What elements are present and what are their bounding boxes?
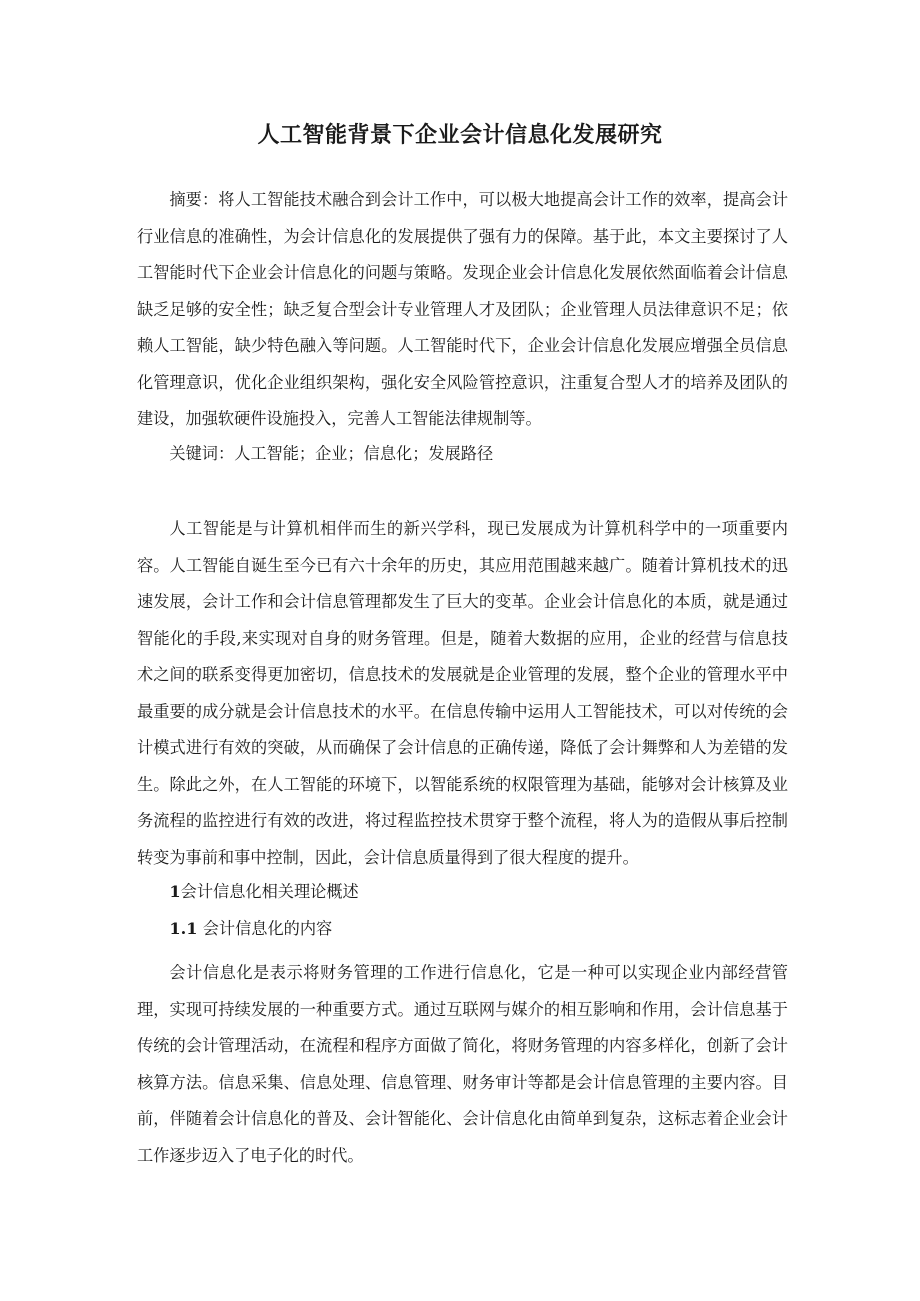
keywords-text: 人工智能；企业；信息化；发展路径 (234, 444, 494, 463)
section-1-number: 1 (169, 882, 181, 901)
section-1-1-title: 会计信息化的内容 (202, 919, 333, 938)
section-1-1-paragraph: 会计信息化是表示将财务管理的工作进行信息化，它是一种可以实现企业内部经营管理，实现可持续发展的一种重要方式。通过互联网与媒介的相互影响和作用，会计信息基于传统的会计管理活动，在流程和程序方面做了简化，将财务管理的内容多样化，创新了会计核算方法。信息采集、信息处理、信息管理、财务审计等都是会计信息管理的主要内容。目前，伴随着会计信息化的普及、会计智能化、会计信息化由简单到复杂，这标志着企业会计工作逐步迈入了电子化的时代。 (137, 963, 788, 1165)
section-1-1-heading (137, 911, 788, 948)
keywords-label: 关键词： (169, 444, 235, 463)
keywords-line (137, 436, 788, 473)
abstract-paragraph (137, 182, 788, 438)
intro-paragraph: 人工智能是与计算机相伴而生的新兴学科，现已发展成为计算机科学中的一项重要内容。人工智能自诞生至今已有六十余年的历史，其应用范围越来越广。随着计算机技术的迅速发展，会计工作和会计信息管理都发生了巨大的变革。企业会计信息化的本质，就是通过智能化的手段,来实现对自身的财务管理。但是，随着大数据的应用，企业的经营与信息技术之间的联系变得更加密切，信息技术的发展就是企业管理的发展，整个企业的管理水平中最重要的成分就是会计信息技术的水平。在信息传输中运用人工智能技术，可以对传统的会计模式进行有效的突破，从而确保了会计信息的正确传递，降低了会计舞弊和人为差错的发生。除此之外，在人工智能的环境下，以智能系统的权限管理为基础，能够对会计核算及业务流程的监控进行有效的改进，将过程监控技术贯穿于整个流程，将人为的造假从事后控制转变为事前和事中控制，因此，会计信息质量得到了很大程度的提升。 (137, 519, 788, 867)
abstract-text: 将人工智能技术融合到会计工作中，可以极大地提高会计工作的效率，提高会计行业信息的准确性，为会计信息化的发展提供了强有力的保障。基于此，本文主要探讨了人工智能时代下企业会计信息化的问题与策略。发现企业会计信息化发展依然面临着会计信息缺乏足够的安全性；缺乏复合型会计专业管理人才及团队；企业管理人员法律意识不足；依赖人工智能，缺少特色融入等问题。人工智能时代下，企业会计信息化发展应增强全员信息化管理意识，优化企业组织架构，强化安全风险管控意识，注重复合型人才的培养及团队的建设，加强软硬件设施投入，完善人工智能法律规制等。 (137, 190, 789, 428)
abstract-label: 摘要： (169, 190, 219, 209)
section-1-title: 会计信息化相关理论概述 (180, 882, 359, 901)
section-1-1-number: 1.1 (169, 919, 198, 938)
paper-title: 人工智能背景下企业会计信息化发展研究 (257, 123, 663, 148)
section-1-heading (137, 874, 788, 911)
